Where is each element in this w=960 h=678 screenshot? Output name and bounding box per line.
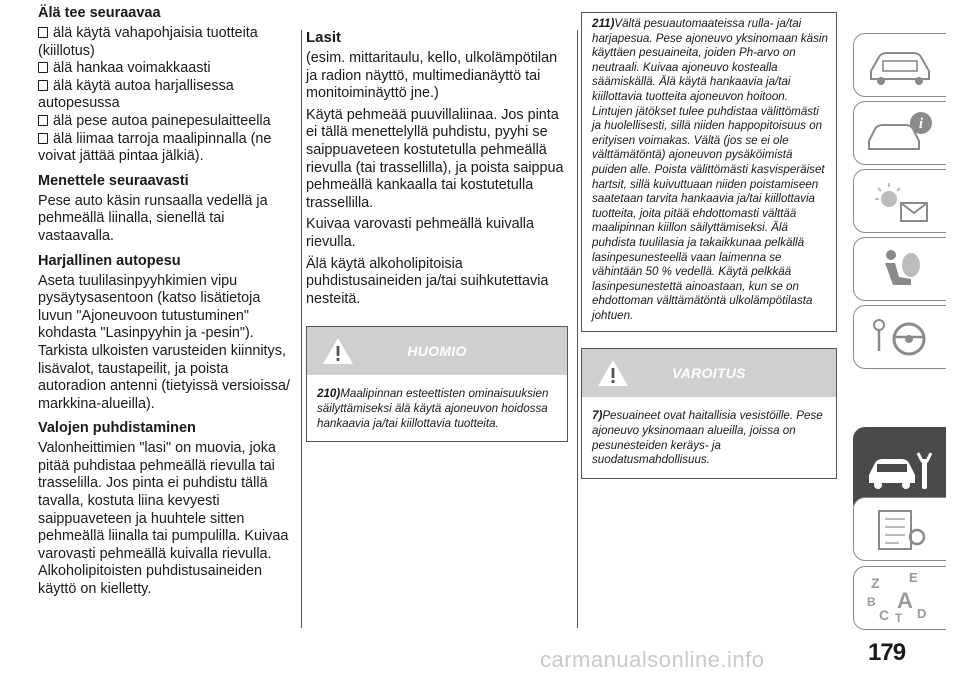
- huomio-title: HUOMIO: [407, 343, 467, 360]
- tab-key-steering[interactable]: [853, 305, 946, 369]
- paragraph: Käytä pehmeää puuvillaliinaa. Jos pinta ei tällä menettelyllä puhdistu, pyyhi se saippuaveteen kostutetulla pehmeällä rievulla (tai trassellilla), ja poista saippua pehmeällä kankaalla tai kostutetulla trassellilla.: [306, 106, 564, 211]
- list-item: älä hankaa voimakkaasti: [38, 60, 296, 78]
- note-211: 211)Vältä pesuautomaateissa rulla- ja/tai harjapesua. Pese ajoneuvo yksinomaan käsin käyttäen pesuaineita, joiden Ph-arvo on neutraali. Kuivaa ajoneuvo kostealla säämiskällä. Älä käytä hankaavia ja/tai kiillottavia tuotteita ajoneuvon hoitoon. Lintujen jätökset tulee puhdistaa välittömästi ja huolellisesti, sillä niiden happopitoisuus on erityisen voimakas. Vältä (jos se ei ole välttämätöntä) ajoneuvon pysäköimistä puiden alle. Poista välittömästi kasvisperäiset hartsit, sillä kuivuttuaan niiden poistamiseen saatetaan tarvita hankaavia ja/tai kiillottavia tuotteita, joita pitää ehdottomasti välttää maalipinnan kiillon säilyttämiseksi. Älä puhdista tuulilasia ja takaikkunaa pelkällä lasinpesunesteellä vaan laimenna se vähintään 50 % vedellä. Käytä pelkkää lasinpesunestettä ainoastaan, kun se on ehdottoman välttämätöntä ulkolämpötilasta johtuen.: [592, 17, 828, 322]
- paragraph: Valonheittimien "lasi" on muovia, joka pitää puhdistaa pehmeällä rievulla tai trasselilla. Jos pinta ei puhdistu tällä tavalla, kostuta liina kevyesti saippuaveteen ja huuhtele sitten pehmeällä liinalla tai pumpulilla. Kuivaa varovasti pehmeällä kuivalla rievulla. Alkoholipitoisten puhdistusaineiden käyttö on kielletty.: [38, 440, 289, 598]
- warning-triangle-icon: [321, 336, 355, 366]
- heading-valojen: Valojen puhdistaminen: [38, 420, 196, 437]
- note-211-box: [581, 12, 837, 332]
- varoitus-title: VAROITUS: [672, 365, 746, 382]
- tab-airbag-seat[interactable]: [853, 237, 946, 301]
- heading-ala-tee: Älä tee seuraavaa: [38, 5, 161, 21]
- car-info-icon: [865, 109, 935, 157]
- warning-triangle-icon: [596, 358, 630, 388]
- heading-harjallinen: Harjallinen autopesu: [38, 252, 181, 269]
- paragraph: (esim. mittaritaulu, kello, ulkolämpötilan ja radion näyttö, multimedianäyttö tai monitoiminäyttö jne.): [306, 50, 558, 102]
- tab-technical-data[interactable]: [853, 497, 946, 561]
- tab-warning-lights[interactable]: [853, 169, 946, 233]
- checkbox-icon: [38, 62, 48, 73]
- watermark: carmanualsonline.info: [540, 647, 765, 672]
- checkbox-icon: [38, 27, 48, 38]
- airbag-seat-icon: [865, 245, 935, 293]
- index-letter: A: [897, 588, 913, 613]
- paragraph: Pese auto käsin runsaalla vedellä ja pehmeällä liinalla, sienellä tai vastaavalla.: [38, 192, 268, 244]
- tab-car-info[interactable]: [853, 101, 946, 165]
- list-item: älä liimaa tarroja maalipinnalla (ne voivat jättää pintaa jälkiä).: [38, 130, 272, 165]
- index-letter: D: [917, 606, 927, 621]
- svg-text:i: i: [918, 116, 924, 132]
- list-item: älä pese autoa painepesulaitteella: [38, 113, 296, 131]
- huomio-body: [307, 375, 567, 441]
- index-letter: C: [879, 607, 890, 623]
- huomio-header: [307, 327, 567, 375]
- varoitus-body: [582, 397, 836, 477]
- checkbox-icon: [38, 115, 48, 126]
- index-letter: B: [867, 595, 876, 609]
- warning-7: 7)Pesuaineet ovat haitallisia vesistöille. Pese ajoneuvo yksinomaan alueilla, joissa on pesunesteiden keräys- ja suodatusmahdollisuus.: [592, 409, 823, 467]
- index-alphabet-icon: [865, 570, 935, 626]
- key-steering-icon: [865, 313, 935, 361]
- column-1: [38, 4, 296, 603]
- index-letter: E: [909, 570, 918, 585]
- index-letter: Z: [871, 575, 880, 591]
- column-divider: [577, 30, 578, 628]
- car-wrench-icon: [865, 447, 935, 495]
- list-item: älä käytä autoa harjallisessa autopesussa: [38, 77, 234, 112]
- tab-index[interactable]: [853, 566, 946, 630]
- car-dashboard-icon: [865, 41, 935, 89]
- index-letter: T: [895, 611, 903, 625]
- heading-lasit: Lasit: [306, 29, 342, 46]
- paragraph: Kuivaa varovasti pehmeällä kuivalla rievulla.: [306, 216, 534, 250]
- page-number: 179: [868, 639, 906, 666]
- checkbox-icon: [38, 80, 48, 91]
- column-divider: [301, 30, 302, 628]
- varoitus-header: [582, 349, 836, 397]
- column-2: [306, 28, 568, 442]
- list-item: älä käytä vahapohjaisia tuotteita (kiillotus): [38, 25, 258, 59]
- note-210: 210)Maalipinnan esteettisten ominaisuuksien säilyttämiseksi älä käytä ajoneuvon hoidossa hankaavia ja/tai kiillottavia tuotteita.: [317, 387, 549, 430]
- paragraph: Älä käytä alkoholipitoisia puhdistusaineiden ja/tai suihkutettavia nesteitä.: [306, 255, 549, 307]
- huomio-box: [306, 326, 568, 442]
- technical-data-icon: [865, 505, 935, 553]
- paragraph: Aseta tuulilasinpyyhkimien vipu pysäytysasentoon (katso lisätietoja luvun "Ajoneuvoon tutustuminen" kohdasta "Lasinpyyhin ja -pesin"). Tarkista ulkoisten varusteiden kiinnitys, lisävalot, taustapeilit, ja poista autoradion antenni (tietyissä versioissa/ markkina-alueilla).: [38, 272, 290, 412]
- tab-car-dashboard[interactable]: [853, 33, 946, 97]
- checkbox-icon: [38, 133, 48, 144]
- heading-menettele: Menettele seuraavasti: [38, 172, 189, 189]
- warning-lights-icon: [865, 177, 935, 225]
- varoitus-box: [581, 348, 837, 478]
- column-3: [581, 12, 837, 479]
